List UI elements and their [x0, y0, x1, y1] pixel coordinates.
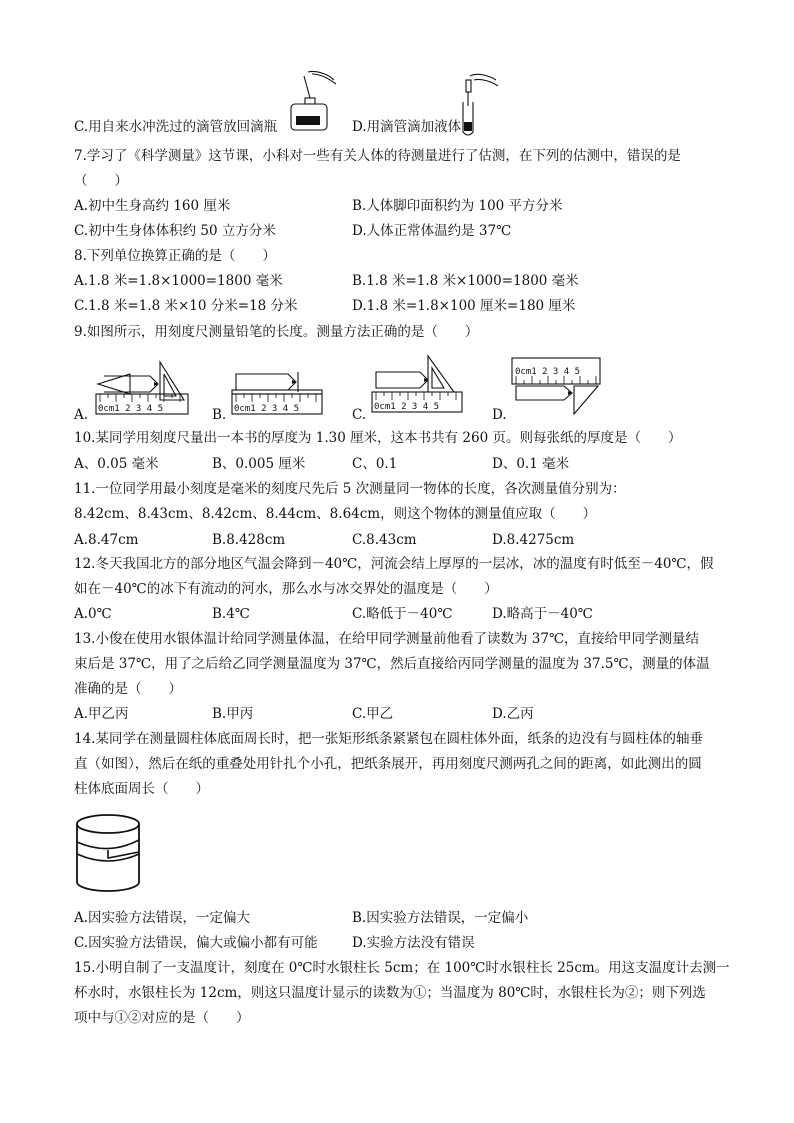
dropper-bottle-figure: [282, 70, 342, 134]
q9-figure-d: [512, 356, 608, 418]
q12-option-b: B.4℃: [212, 606, 250, 622]
q8-stem: 8.下列单位换算正确的是（ ）: [74, 248, 276, 264]
q11-option-d: D.8.4275cm: [492, 532, 575, 548]
q7-option-d: D.人体正常体温约是 37℃: [352, 223, 512, 239]
q11-option-c: C.8.43cm: [352, 532, 417, 548]
q14-option-a: A.因实验方法错误，一定偏大: [74, 910, 251, 926]
q13-option-a: A.甲乙丙: [74, 706, 129, 722]
q6-option-c: C.用自来水冲洗过的滴管放回滴瓶: [74, 119, 278, 135]
q10-option-d: D、0.1 毫米: [492, 456, 570, 472]
q7-stem-line2: （ ）: [74, 173, 128, 189]
q9-figure-a: [96, 352, 192, 416]
q12-option-c: C.略低于－40℃: [352, 606, 453, 622]
q13-stem-line3: 准确的是（ ）: [74, 681, 182, 697]
q8-option-d: D.1.8 米=1.8×100 厘米=180 厘米: [352, 298, 576, 314]
q13-stem-line1: 13.小俊在使用水银体温计给同学测量体温，在给甲同学测量前他看了读数为 37℃，直接给甲同学测量结: [74, 631, 700, 647]
q9-label-d: D.: [492, 407, 507, 423]
q8-option-c: C.1.8 米=1.8 米×10 分米=18 分米: [74, 298, 298, 314]
q10-option-c: C、0.1: [352, 456, 398, 472]
q13-option-b: B.甲丙: [212, 706, 254, 722]
q14-option-d: D.实验方法没有错误: [352, 935, 475, 951]
q12-option-d: D.略高于－40℃: [492, 606, 593, 622]
q9-figure-c: [372, 350, 468, 416]
q9-label-a: A.: [74, 407, 89, 423]
q8-option-b: B.1.8 米=1.8 米×1000=1800 毫米: [352, 273, 579, 289]
dropper-test-tube-figure: [456, 72, 504, 138]
q14-stem-line2: 直（如图），然后在纸的重叠处用针扎个小孔，把纸条展开，再用刻度尺测两孔之间的距离，如此测出的圆: [74, 756, 702, 772]
q9-ruler-c-text: 0cm1 2 3 4 5: [374, 402, 440, 412]
q12-stem-line1: 12.冬天我国北方的部分地区气温会降到－40℃，河流会结上厚厚的一层冰，冰的温度有时低至－40℃，假: [74, 556, 714, 572]
q13-option-d: D.乙丙: [492, 706, 534, 722]
q7-stem-line1: 7.学习了《科学测量》这节课，小科对一些有关人体的待测量进行了估测，在下列的估测中，错误的是: [74, 148, 681, 164]
q15-stem-line1: 15.小明自制了一支温度计，刻度在 0℃时水银柱长 5cm；在 100℃时水银柱长 25cm。用这支温度计去测一: [74, 960, 730, 976]
q9-stem: 9.如图所示，用刻度尺测量铅笔的长度。测量方法正确的是（ ）: [74, 324, 479, 340]
q11-option-b: B.8.428cm: [212, 532, 286, 548]
q7-option-b: B.人体脚印面积约为 100 平方分米: [352, 198, 563, 214]
q13-option-c: C.甲乙: [352, 706, 394, 722]
q8-option-a: A.1.8 米=1.8×1000=1800 毫米: [74, 273, 283, 289]
q9-ruler-b-text: 0cm1 2 3 4 5: [234, 404, 300, 414]
q9-ruler-d-text: 0cm1 2 3 4 5: [515, 367, 581, 377]
q11-stem-line1: 11.一位同学用最小刻度是毫米的刻度尺先后 5 次测量同一物体的长度，各次测量值分别为：: [74, 481, 626, 497]
q6-option-d: D.用滴管滴加液体: [352, 119, 462, 135]
q10-option-b: B、0.005 厘米: [212, 456, 306, 472]
q7-option-a: A.初中生身高约 160 厘米: [74, 198, 231, 214]
q9-label-b: B.: [212, 407, 227, 423]
q14-stem-line1: 14.某同学在测量圆柱体底面周长时，把一张矩形纸条紧紧包在圆柱体外面，纸条的边没有与圆柱体的轴垂: [74, 731, 703, 747]
q12-option-a: A.0℃: [74, 606, 112, 622]
q9-figure-b: [232, 352, 324, 416]
q13-stem-line2: 束后是 37℃，用了之后给乙同学测量温度为 37℃，然后直接给丙同学测量的温度为 37.5℃，测量的体温: [74, 656, 710, 672]
q9-label-c: C.: [352, 407, 367, 423]
q10-stem: 10.某同学用刻度尺量出一本书的厚度为 1.30 厘米，这本书共有 260 页。则每张纸的厚度是（ ）: [74, 430, 682, 446]
q11-stem-line2: 8.42cm、8.43cm、8.42cm、8.44cm、8.64cm，则这个物体的测量值应取（ ）: [74, 506, 597, 522]
q14-option-b: B.因实验方法错误，一定偏小: [352, 910, 529, 926]
q14-cylinder-figure: [74, 812, 144, 894]
q10-option-a: A、0.05 毫米: [74, 456, 159, 472]
q11-option-a: A.8.47cm: [74, 532, 139, 548]
q7-option-c: C.初中生身体体积约 50 立方分米: [74, 223, 276, 239]
q15-stem-line2: 杯水时，水银柱长为 12cm，则这只温度计显示的读数为①；当温度为 80℃时，水银柱长为②；则下列选: [74, 985, 706, 1001]
q15-stem-line3: 项中与①②对应的是（ ）: [74, 1010, 250, 1026]
q14-option-c: C.因实验方法错误，偏大或偏小都有可能: [74, 935, 318, 951]
q14-stem-line3: 柱体底面周长（ ）: [74, 781, 209, 797]
q9-ruler-a-text: 0cm1 2 3 4 5: [98, 404, 164, 414]
q12-stem-line2: 如在－40℃的冰下有流动的河水，那么水与冰交界处的温度是（ ）: [74, 581, 498, 597]
